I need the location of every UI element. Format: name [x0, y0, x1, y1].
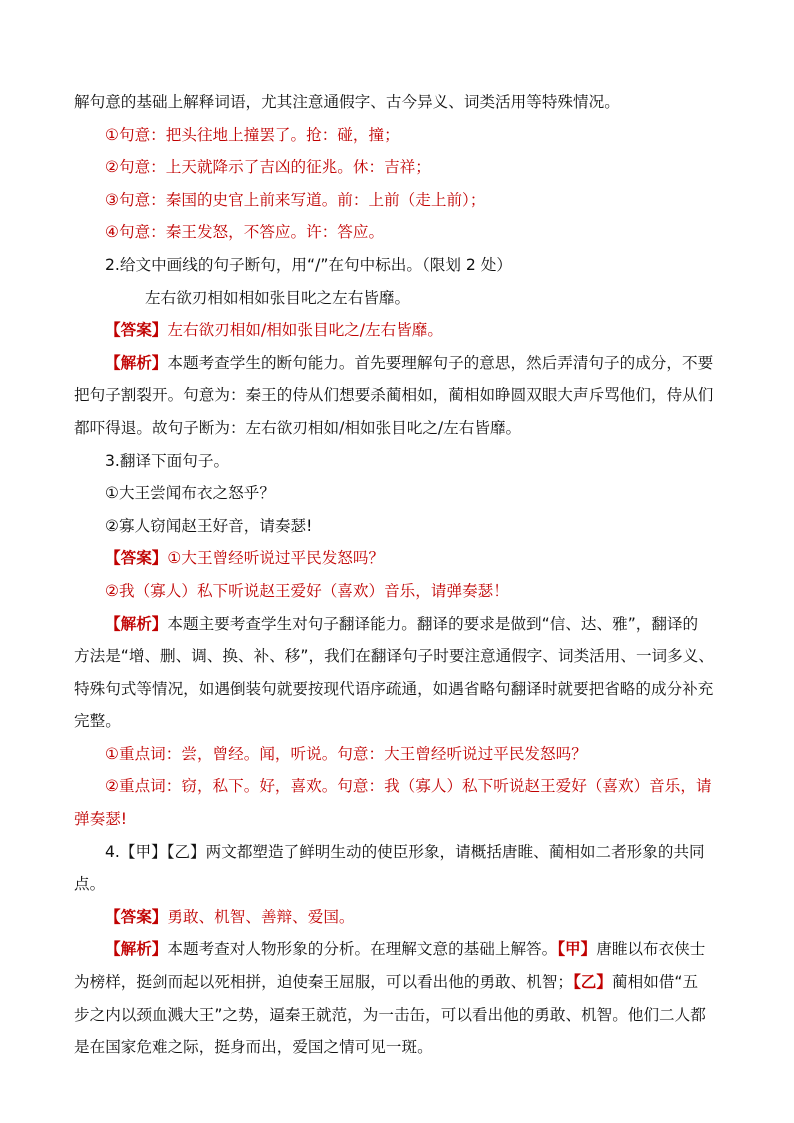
explanation-item-4: ④句意：秦王发怒，不答应。许：答应。: [105, 223, 385, 242]
passage-yi-label: 【乙】: [573, 973, 612, 992]
answer-text: 左右欲刃相如/相如张目叱之/左右皆靡。: [167, 321, 443, 340]
key-words-2-line-2: 弹奏瑟!: [74, 810, 128, 829]
answer-label: 【答案】: [105, 907, 168, 926]
analysis-text: 本题主要考查学生对句子翻译能力。翻译的要求是做到“信、达、雅”，翻译的: [167, 614, 699, 633]
analysis-text: 本题考查对人物形象的分析。在理解文意的基础上解答。: [167, 940, 558, 959]
answer-text: 勇敢、机智、善辩、爱国。: [167, 907, 355, 926]
question-3-sentence-2: ②寡人窃闻赵王好音，请奏瑟!: [105, 516, 313, 535]
explanation-item-2: ②句意：上天就降示了吉凶的征兆。休：吉祥；: [105, 158, 431, 177]
analysis-2: [74, 349, 722, 379]
analysis-3-line-2: 方法是“增、删、调、换、补、移”，我们在翻译句子时要注意通假字、词类活用、一词多义、: [74, 647, 714, 666]
analysis-3-line-3: 特殊句式等情况，如遇倒装句就要按现代语序疏通，如遇省略句翻译时就要把省略的成分补充: [74, 679, 714, 698]
question-3: 3.翻译下面句子。: [105, 451, 230, 470]
passage-jia-label: 【甲】: [557, 940, 597, 959]
question-2-sentence: 左右欲刃相如相如张目叱之左右皆靡。: [145, 288, 411, 307]
analysis-3: [74, 610, 722, 640]
analysis-2-line-3: 都吓得退。故句子断为：左右欲刃相如/相如张目叱之/左右皆靡。: [74, 418, 522, 437]
answer-3-line-2: ②我（寡人）私下听说赵王爱好（喜欢）音乐，请弹奏瑟！: [105, 581, 509, 600]
answer-label: 【答案】: [105, 549, 168, 568]
analysis-label: 【解析】: [105, 353, 168, 372]
answer-3: [74, 544, 722, 574]
paragraph-line: 解句意的基础上解释词语，尤其注意通假字、古今异义、词类活用等特殊情况。: [74, 93, 620, 111]
analysis-text: 本题考查学生的断句能力。首先要理解句子的意思，然后弄清句子的成分，不要: [167, 353, 714, 372]
analysis-2-line-2: 把句子割裂开。句意为：秦王的侍从们想要杀蔺相如，蔺相如睁圆双眼大声斥骂他们，侍从们: [74, 386, 714, 405]
analysis-4-line-3: 步之内以颈血溅大王”之势，逼秦王就范，为一击缶，可以看出他的勇敢、机智。他们二人都: [74, 1005, 706, 1024]
answer-label: 【答案】: [105, 321, 168, 340]
analysis-4-line-4: 是在国家危难之际，挺身而出，爱国之情可见一斑。: [74, 1038, 433, 1057]
analysis-text-cont: 唐睢以布衣侠士: [596, 940, 706, 959]
explanation-item-3: ③句意：秦国的史官上前来写道。前：上前（走上前）；: [105, 190, 486, 209]
answer-2: [74, 316, 722, 346]
analysis-text: 为榜样，挺剑而起以死相拼，迫使秦王屈服，可以看出他的勇敢、机智；: [74, 973, 574, 992]
answer-4: [74, 903, 722, 933]
explanation-item-1: ①句意：把头往地上撞罢了。抢：碰，撞；: [105, 125, 400, 144]
analysis-label: 【解析】: [105, 940, 168, 959]
analysis-4-line-2: [74, 968, 722, 998]
key-words-1: ①重点词：尝，曾经。闻，听说。句意：大王曾经听说过平民发怒吗？: [105, 744, 587, 763]
analysis-3-line-4: 完整。: [74, 712, 121, 731]
analysis-text-cont: 蔺相如借“五: [612, 973, 699, 992]
answer-text: ①大王曾经听说过平民发怒吗？: [167, 549, 385, 568]
question-3-sentence-1: ①大王尝闻布衣之怒乎？: [105, 484, 275, 503]
analysis-4: [74, 935, 722, 965]
question-2: 2.给文中画线的句子断句，用“/”在句中标出。（限划 2 处）: [105, 255, 512, 274]
key-words-2: ②重点词：窃，私下。好，喜欢。句意：我（寡人）私下听说赵王爱好（喜欢）音乐，请: [105, 777, 712, 796]
question-4-line-2: 点。: [74, 875, 106, 894]
question-4: 4.【甲】【乙】两文都塑造了鲜明生动的使臣形象，请概括唐睢、蔺相如二者形象的共同: [105, 842, 705, 861]
analysis-label: 【解析】: [105, 614, 168, 633]
